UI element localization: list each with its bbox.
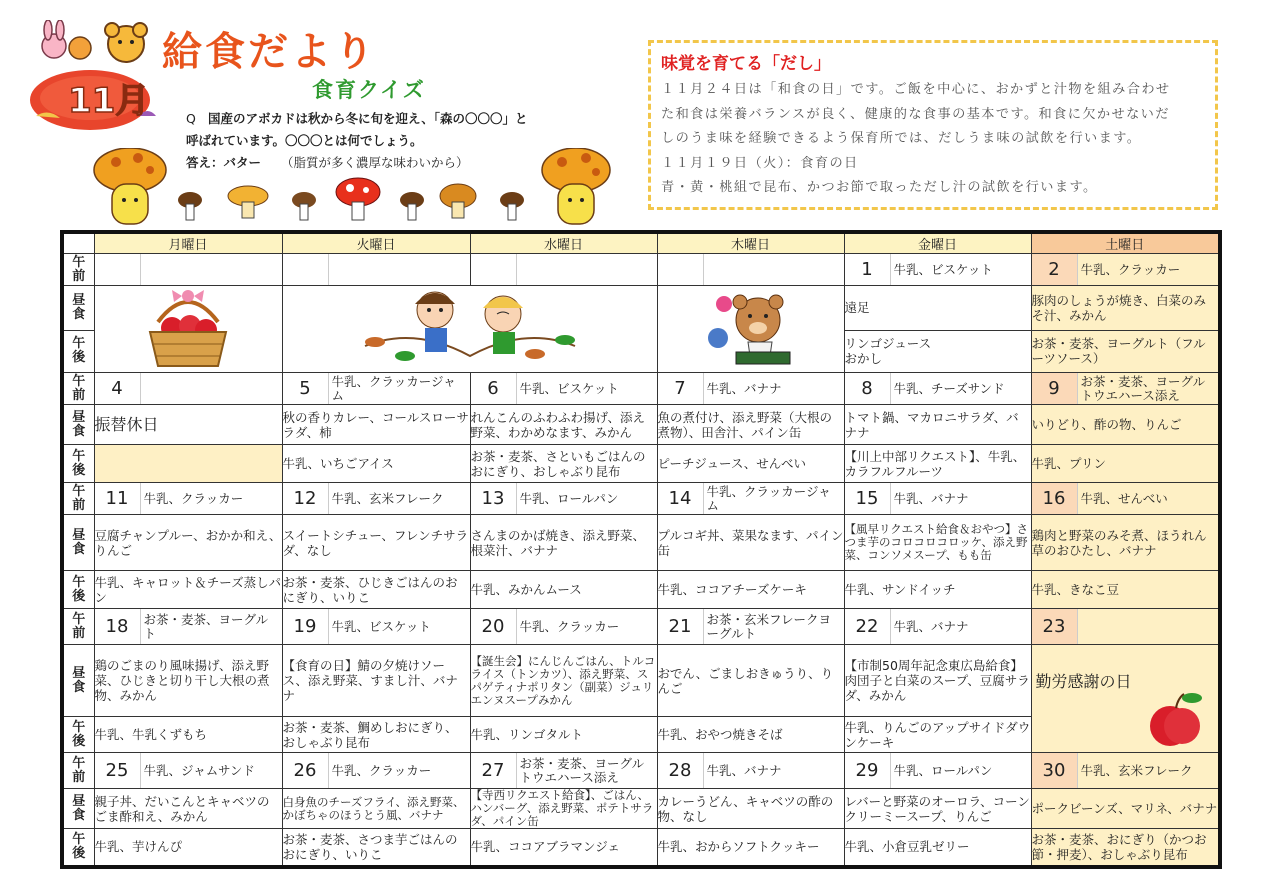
day-cell-30-lunch: ポークビーンズ、マリネ、バナナ: [1031, 789, 1220, 829]
day-cell-1-lunch: 遠足: [844, 286, 1031, 331]
slot-lunch: 昼 食: [62, 405, 94, 445]
day-cell-27-pm: 牛乳、ココアブラマンジェ: [470, 829, 657, 867]
day-cell-26-pm: お茶・麦茶、さつま芋ごはんのおにぎり、いりこ: [282, 829, 470, 867]
day-cell-18-pm: 牛乳、牛乳くずもち: [94, 717, 282, 753]
day-cell-13-pm: 牛乳、みかんムース: [470, 571, 657, 609]
day-cell-20-lunch: 【誕生会】にんじんごはん、トルコライス（トンカツ）、添え野菜、スパゲティナポリタン（副菜）ジュリエンヌスープみかん: [470, 645, 657, 717]
day-cell-19-pm: お茶・麦茶、鯛めしおにぎり、おしゃぶり昆布: [282, 717, 470, 753]
day-header-saturday: 土曜日: [1031, 232, 1220, 254]
day-cell-2-lunch: 豚肉のしょうが焼き、白菜のみそ汁、みかん: [1031, 286, 1220, 331]
week2-pm-row: [62, 445, 1220, 483]
day-cell-12-lunch: スイートシチュー、フレンチサラダ、なし: [282, 515, 470, 571]
day-cell-6-pm: お茶・麦茶、さといもごはんのおにぎり、おしゃぶり昆布: [470, 445, 657, 483]
quiz-mark: Q: [186, 111, 196, 126]
week5-am-row: [62, 753, 1220, 789]
quiz-answer: 答え：バター: [186, 155, 262, 170]
day-cell-4-am: 4: [94, 373, 282, 405]
mushroom-icon: [440, 184, 476, 218]
slot-pm: 午 後: [62, 717, 94, 753]
mushroom-icon: [542, 148, 610, 224]
week1-lunch-row: [62, 286, 1220, 331]
slot-pm: 午 後: [62, 571, 94, 609]
day-cell-13-am: 13 牛乳、ロールパン: [470, 483, 657, 515]
day-cell-1-pm: リンゴジュース おかし: [844, 330, 1031, 372]
month-label: 11月: [68, 81, 150, 121]
quiz-title: 食育クイズ: [312, 78, 426, 102]
day-cell-25-pm: 牛乳、芋けんぴ: [94, 829, 282, 867]
slot-am: 午 前: [62, 254, 94, 286]
day-cell-23-am: 23: [1031, 609, 1220, 645]
slot-lunch: 昼 食: [62, 645, 94, 717]
corner-cell: [62, 232, 94, 254]
mushroom-icon: [500, 192, 524, 220]
slot-lunch: 昼 食: [62, 515, 94, 571]
day-cell-8-lunch: トマト鍋、マカロニサラダ、バナナ: [844, 405, 1031, 445]
week2-am-row: [62, 373, 1220, 405]
day-header: 月曜日: [94, 232, 282, 254]
slot-am: 午 前: [62, 753, 94, 789]
day-number: 2: [1032, 254, 1078, 285]
day-cell-16-am: 16 牛乳、せんべい: [1031, 483, 1220, 515]
week5-pm-row: [62, 829, 1220, 867]
day-cell-21-pm: 牛乳、おやつ焼きそば: [657, 717, 844, 753]
day-cell-28-pm: 牛乳、おからソフトクッキー: [657, 829, 844, 867]
day-header: 木曜日: [657, 232, 844, 254]
day-number: 1: [845, 254, 891, 285]
day-cell-14-pm: 牛乳、ココアチーズケーキ: [657, 571, 844, 609]
week5-lunch-row: [62, 789, 1220, 829]
week3-am-row: [62, 483, 1220, 515]
empty-cell: [657, 254, 844, 286]
empty-cell: [282, 254, 470, 286]
mushroom-icon: [336, 178, 380, 220]
day-cell-13-lunch: さんまのかば焼き、添え野菜、根菜汁、バナナ: [470, 515, 657, 571]
mushroom-icon-row: [92, 148, 612, 228]
day-cell-5-lunch: 秋の香りカレー、コールスローサラダ、柿: [282, 405, 470, 445]
apple-basket-icon: [94, 286, 282, 373]
day-cell-18-lunch: 鶏のごまのり風味揚げ、添え野菜、ひじきと切り干し大根の煮物、みかん: [94, 645, 282, 717]
day-cell-4-lunch: 振替休日: [94, 405, 282, 445]
week4-lunch-row: [62, 645, 1220, 717]
day-cell-28-lunch: カレーうどん、キャベツの酢の物、なし: [657, 789, 844, 829]
day-cell-15-pm: 牛乳、サンドイッチ: [844, 571, 1031, 609]
bear-bento-icon: [657, 286, 844, 373]
slot-am: 午 前: [62, 609, 94, 645]
day-cell-12-pm: お茶・麦茶、ひじきごはんのおにぎり、いりこ: [282, 571, 470, 609]
day-cell-14-lunch: プルコギ丼、菜果なます、パイン缶: [657, 515, 844, 571]
day-cell-4-pm: [94, 445, 282, 483]
slot-pm: 午 後: [62, 829, 94, 867]
day-cell-26-lunch: 白身魚のチーズフライ、添え野菜、かぼちゃのほうとう風、バナナ: [282, 789, 470, 829]
day-cell-29-pm: 牛乳、小倉豆乳ゼリー: [844, 829, 1031, 867]
day-cell-7-am: 7 牛乳、バナナ: [657, 373, 844, 405]
day-cell-30-pm: お茶・麦茶、おにぎり（かつお節・押麦）、おしゃぶり昆布: [1031, 829, 1220, 867]
apple-icon: [1140, 688, 1210, 748]
quiz-question: Q 国産のアボカドは秋から冬に旬を迎え、「森の〇〇〇」と: [186, 108, 586, 130]
snack-am: 牛乳、クラッカー: [1080, 261, 1181, 277]
day-cell-6-lunch: れんこんのふわふわ揚げ、添え野菜、わかめなます、みかん: [470, 405, 657, 445]
day-header: 水曜日: [470, 232, 657, 254]
day-cell-14-am: 14 牛乳、クラッカージャム: [657, 483, 844, 515]
day-cell-20-am: 20 牛乳、クラッカー: [470, 609, 657, 645]
day-cell-21-lunch: おでん、ごましおきゅうり、りんご: [657, 645, 844, 717]
snack-am: 牛乳、ビスケット: [893, 261, 993, 277]
day-cell-22-am: 22 牛乳、バナナ: [844, 609, 1031, 645]
day-cell-9-lunch: いりどり、酢の物、りんご: [1031, 405, 1220, 445]
slot-pm: 午 後: [62, 445, 94, 483]
day-cell-16-lunch: 鶏肉と野菜のみそ煮、ほうれん草のおひたし、バナナ: [1031, 515, 1220, 571]
day-cell-1-am: [844, 254, 1031, 286]
day-cell-8-am: 8 牛乳、チーズサンド: [844, 373, 1031, 405]
day-cell-9-am: 9 お茶・麦茶、ヨーグルトウエハース添え: [1031, 373, 1220, 405]
day-cell-15-lunch: 【風早リクエスト給食＆おやつ】さつま芋のコロコロコロッケ、添え野菜、コンソメスープ、もも缶: [844, 515, 1031, 571]
day-cell-9-pm: 牛乳、プリン: [1031, 445, 1220, 483]
empty-cell: [94, 254, 282, 286]
page-title: 給食だより: [162, 29, 377, 75]
day-header-row: [62, 232, 1220, 254]
slot-pm: 午 後: [62, 330, 94, 372]
day-cell-11-pm: 牛乳、キャロット＆チーズ蒸しパン: [94, 571, 282, 609]
day-cell-16-pm: 牛乳、きなこ豆: [1031, 571, 1220, 609]
day-cell-25-am: 25 牛乳、ジャムサンド: [94, 753, 282, 789]
quiz-question-2: 呼ばれています。〇〇〇とは何でしょう。: [186, 133, 423, 148]
day-cell-6-am: 6 牛乳、ビスケット: [470, 373, 657, 405]
slot-am: 午 前: [62, 373, 94, 405]
day-cell-22-lunch: 【市制50周年記念東広島給食】肉団子と白菜のスープ、豆腐サラダ、みかん: [844, 645, 1031, 717]
mushroom-icon: [178, 192, 202, 220]
dashi-body: １１月２４日は「和食の日」です。ご飯を中心に、おかずと汁物を組み合わせ た和食は栄養バランスが良く、健康的な食事の基本です。和食に欠かせないだ しのうま味を経験できるよう保育所では、だしうま味の試飲を行います。 １１月１９日（火）：食育の日 青・黄・桃組で昆布、かつお節で取っただし汁の試飲を行います。: [661, 82, 1171, 195]
day-cell-28-am: 28 牛乳、バナナ: [657, 753, 844, 789]
day-cell-26-am: 26 牛乳、クラッカー: [282, 753, 470, 789]
week1-am-row: [62, 254, 1220, 286]
day-cell-11-lunch: 豆腐チャンプルー、おかか和え、りんご: [94, 515, 282, 571]
day-cell-2-am: [1031, 254, 1220, 286]
day-header: 火曜日: [282, 232, 470, 254]
empty-cell: [470, 254, 657, 286]
day-cell-5-pm: 牛乳、いちごアイス: [282, 445, 470, 483]
bear-month-icon: [28, 20, 158, 132]
day-cell-12-am: 12 牛乳、玄米フレーク: [282, 483, 470, 515]
slot-lunch: 昼 食: [62, 789, 94, 829]
day-cell-23-holiday: [1031, 645, 1220, 753]
slot-am: 午 前: [62, 483, 94, 515]
day-cell-25-lunch: 親子丼、だいこんとキャベツのごま酢和え、みかん: [94, 789, 282, 829]
mushroom-icon: [292, 192, 316, 220]
day-cell-30-am: 30 牛乳、玄米フレーク: [1031, 753, 1220, 789]
day-cell-22-pm: 牛乳、りんごのアップサイドダウンケーキ: [844, 717, 1031, 753]
day-header: 金曜日: [844, 232, 1031, 254]
day-cell-29-lunch: レバーと野菜のオーロラ、コーンクリーミースープ、りんご: [844, 789, 1031, 829]
day-cell-20-pm: 牛乳、リンゴタルト: [470, 717, 657, 753]
day-cell-18-am: 18 お茶・麦茶、ヨーグルト: [94, 609, 282, 645]
day-cell-29-am: 29 牛乳、ロールパン: [844, 753, 1031, 789]
mushroom-icon: [94, 148, 166, 224]
day-cell-5-am: 5 牛乳、クラッカージャム: [282, 373, 470, 405]
day-cell-7-lunch: 魚の煮付け、添え野菜（大根の煮物）、田舎汁、パイン缶: [657, 405, 844, 445]
day-cell-27-lunch: 【寺西リクエスト給食】、ごはん、ハンバーグ、添え野菜、ポテトサラダ、パイン缶: [470, 789, 657, 829]
day-cell-21-am: 21 お茶・玄米フレークヨーグルト: [657, 609, 844, 645]
menu-calendar: [60, 230, 1222, 869]
day-cell-11-am: 11 牛乳、クラッカー: [94, 483, 282, 515]
day-cell-27-am: 27 お茶・麦茶、ヨーグルトウエハース添え: [470, 753, 657, 789]
week3-pm-row: [62, 571, 1220, 609]
holiday-label: 勤労感謝の日: [1035, 672, 1132, 691]
week3-lunch-row: [62, 515, 1220, 571]
day-cell-2-pm: お茶・麦茶、ヨーグルト（フルーツソース）: [1031, 330, 1220, 372]
mushroom-icon: [400, 192, 424, 220]
children-leaves-icon: [282, 286, 657, 373]
quiz-answer-note: （脂質が多く濃厚な味わいから）: [281, 155, 469, 170]
day-cell-7-pm: ピーチジュース、せんべい: [657, 445, 844, 483]
day-cell-8-pm: 【川上中部リクエスト】、牛乳、カラフルフルーツ: [844, 445, 1031, 483]
week2-lunch-row: [62, 405, 1220, 445]
dashi-title: 味覚を育てる「だし」: [661, 54, 831, 74]
day-cell-19-lunch: 【食育の日】鯖の夕焼けソース、添え野菜、すまし汁、バナナ: [282, 645, 470, 717]
slot-lunch: 昼 食: [62, 286, 94, 331]
dashi-notice: [648, 40, 1218, 210]
mushroom-icon: [228, 186, 268, 218]
day-cell-19-am: 19 牛乳、ビスケット: [282, 609, 470, 645]
week4-am-row: [62, 609, 1220, 645]
day-cell-15-am: 15 牛乳、バナナ: [844, 483, 1031, 515]
